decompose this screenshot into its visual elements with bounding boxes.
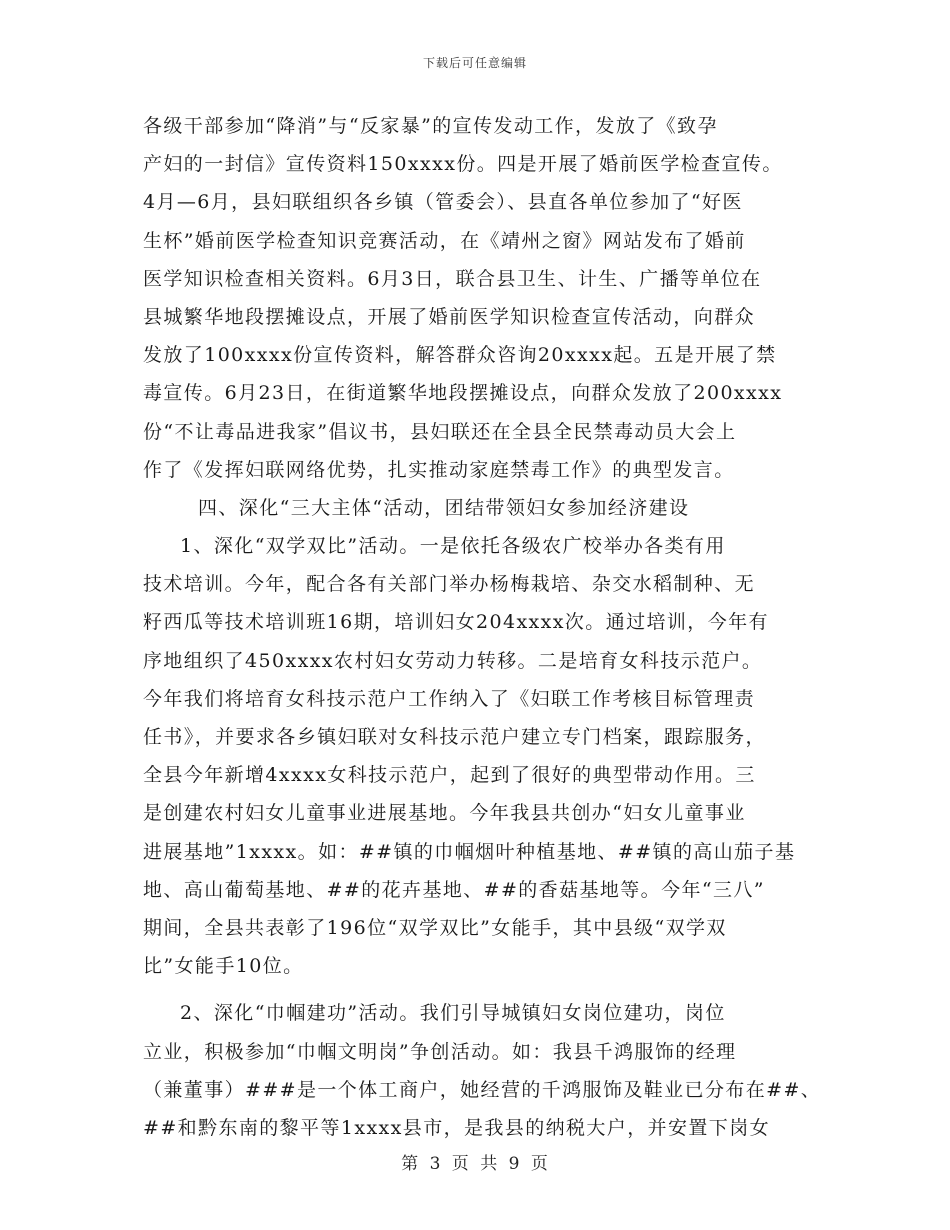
- text-line: 生杯”婚前医学检查知识竞赛活动，在《靖州之窗》网站发布了婚前: [143, 229, 746, 252]
- text-line: （兼董事）###是一个体工商户，她经营的千鸿服饰及鞋业已分布在##、: [143, 1078, 822, 1101]
- text-line: 各级干部参加“降消”与“反家暴”的宣传发动工作，发放了《致孕: [143, 115, 718, 137]
- text-line: 产妇的一封信》宣传资料150xxxx份。四是开展了婚前医学检查宣传。: [143, 153, 783, 176]
- text-line: 立业，积极参加“巾帼文明岗”争创活动。如：我县千鸿服饰的经理: [143, 1040, 737, 1063]
- text-line: 是创建农村妇女儿童事业进展基地。今年我县共创办“妇女儿童事业: [143, 802, 746, 825]
- text-line: 比”女能手10位。: [143, 955, 304, 978]
- text-line: 序地组织了450xxxx农村妇女劳动力转移。二是培育女科技示范户。: [143, 649, 763, 672]
- document-body: [143, 107, 823, 1147]
- text-line: 籽西瓜等技术培训班16期，培训妇女204xxxx次。通过培训，今年有: [143, 611, 769, 634]
- section-heading: 四、深化“三大主体“活动，团结带领妇女参加经济建设: [198, 496, 690, 519]
- page-header: 下载后可任意编辑: [422, 56, 527, 70]
- paragraph-start: 2、深化“巾帼建功”活动。我们引导城镇妇女岗位建功，岗位: [180, 1002, 726, 1025]
- text-line: 作了《发挥妇联网络优势，扎实推动家庭禁毒工作》的典型发言。: [143, 458, 735, 481]
- text-line: 技术培训。今年，配合各有关部门举办杨梅栽培、杂交水稻制种、无: [143, 573, 756, 596]
- text-line: ##和黔东南的黎平等1xxxx县市，是我县的纳税大户，并安置下岗女: [143, 1116, 770, 1139]
- text-line: 毒宣传。6月23日，在街道繁华地段摆摊设点，向群众发放了200xxxx: [143, 382, 783, 405]
- paragraph-start: 1、深化“双学双比”活动。一是依托各级农广校举办各类有用: [180, 535, 726, 558]
- text-line: 今年我们将培育女科技示范户工作纳入了《妇联工作考核目标管理责: [143, 687, 756, 710]
- text-line: 进展基地”1xxxx。如：##镇的巾帼烟叶种植基地、##镇的高山茄子基: [143, 840, 796, 863]
- text-line: 发放了100xxxx份宣传资料，解答群众咨询20xxxx起。五是开展了禁: [143, 344, 777, 367]
- text-line: 县城繁华地段摆摊设点，开展了婚前医学知识检查宣传活动，向群众: [143, 305, 756, 328]
- text-line: 地、高山葡萄基地、##的花卉基地、##的香菇基地等。今年“三八”: [143, 878, 765, 901]
- text-line: 4月—6月，县妇联组织各乡镇（管委会）、县直各单位参加了“好医: [143, 191, 743, 214]
- text-line: 全县今年新增4xxxx女科技示范户，起到了很好的典型带动作用。三: [143, 764, 756, 787]
- text-line: 期间，全县共表彰了196位“双学双比”女能手，其中县级“双学双: [143, 916, 727, 939]
- text-line: 任书》，并要求各乡镇妇联对女科技示范户建立专门档案，跟踪服务，: [143, 726, 766, 748]
- page-number-footer: 第 3 页 共 9 页: [401, 1154, 549, 1174]
- text-line: 份“不让毒品进我家”倡议书，县妇联还在全县全民禁毒动员大会上: [143, 420, 737, 443]
- text-line: 医学知识检查相关资料。6月3日，联合县卫生、计生、广播等单位在: [143, 267, 762, 290]
